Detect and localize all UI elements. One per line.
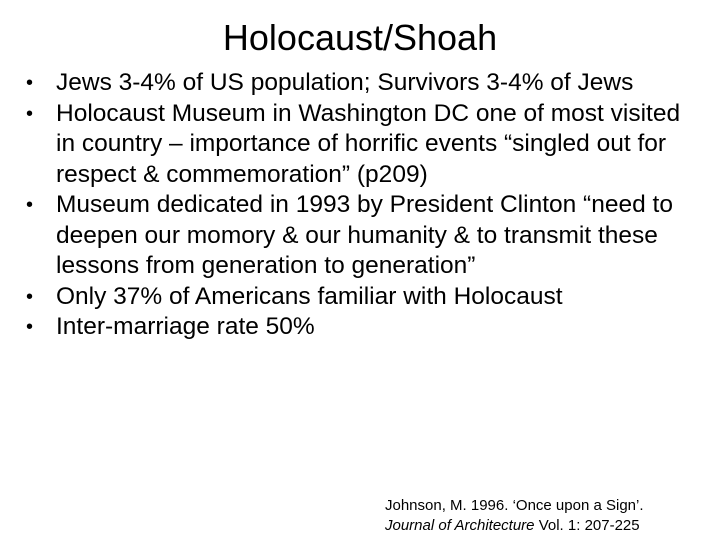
citation-journal-line: [385, 516, 644, 536]
citation-journal: Journal of Architecture: [385, 517, 535, 534]
bullet-item: [22, 68, 702, 99]
bullet-dot-icon: •: [26, 316, 34, 338]
bullet-dot-icon: •: [26, 72, 34, 94]
bullet-text: Jews 3-4% of US population; Survivors 3-4% of Jews: [56, 69, 634, 96]
bullet-dot-icon: •: [26, 102, 34, 125]
bullet-text: Museum dedicated in 1993 by President Clinton “need to deepen our momory & our humanity & to transmit these lessons from generation to generation”: [56, 191, 673, 279]
bullet-text: Inter-marriage rate 50%: [56, 313, 315, 340]
bullet-item: [22, 282, 702, 313]
bullet-item: [22, 99, 702, 191]
bullet-item: [22, 190, 702, 282]
bullet-dot-icon: •: [26, 194, 34, 216]
bullet-list: [22, 68, 702, 343]
bullet-text: Holocaust Museum in Washington DC one of most visited in country – importance of horrific events “singled out for respect & commemoration” (p209): [56, 99, 681, 188]
bullet-text: Only 37% of Americans familiar with Holocaust: [56, 282, 563, 310]
bullet-item: [22, 312, 702, 343]
slide-title: Holocaust/Shoah: [222, 17, 498, 58]
bullet-dot-icon: •: [26, 285, 34, 308]
citation: [385, 496, 644, 536]
citation-reference: Johnson, M. 1996. ‘Once upon a Sign’.: [385, 497, 644, 514]
citation-volume: Vol. 1: 207-225: [534, 517, 640, 534]
